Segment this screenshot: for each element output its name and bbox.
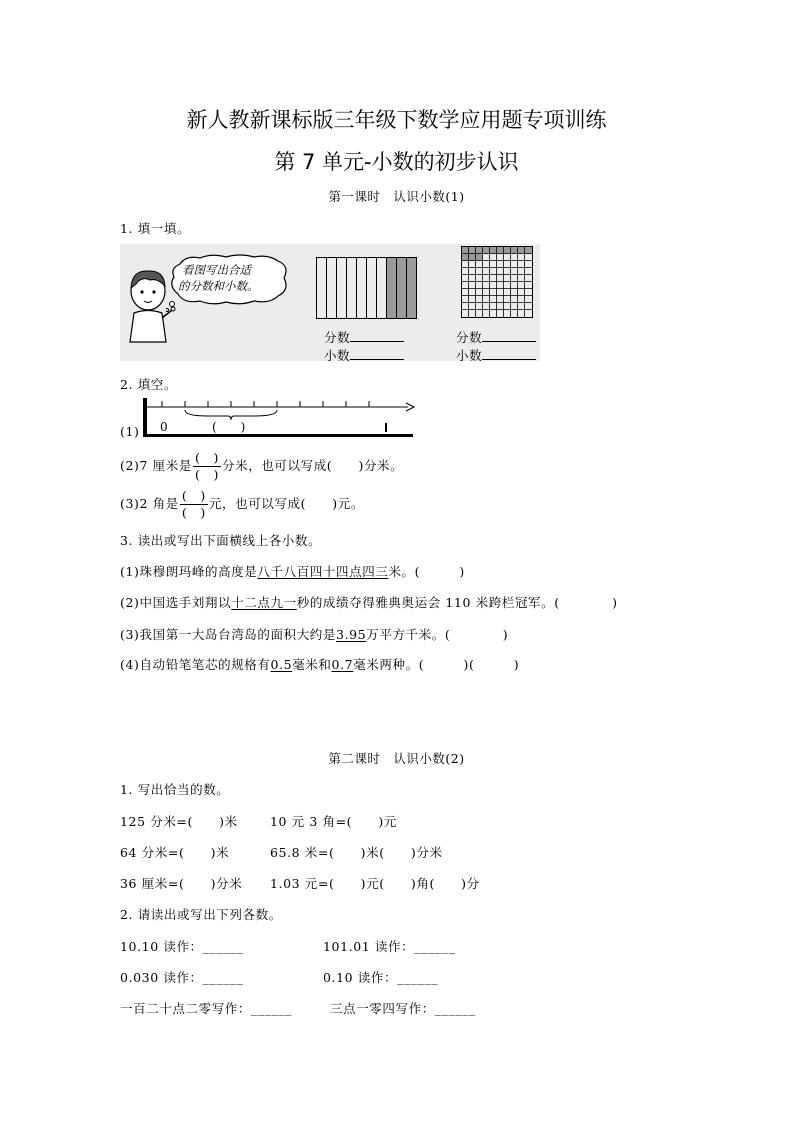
grid2-decimal-blank[interactable] <box>482 347 536 360</box>
lesson2-heading: 第二课时 认识小数(2) <box>328 751 465 766</box>
l2-q2-r3a: 一百二十点二零写作：______ <box>120 1001 293 1016</box>
lesson1-heading: 第一课时 认识小数(1) <box>328 189 465 204</box>
l2-q1-label: 1. 写出恰当的数。 <box>120 782 230 797</box>
l2-q1-r1a: 125 分米=( )米 <box>120 814 238 829</box>
l2-q1-r2a: 64 分米=( )米 <box>120 845 230 860</box>
speech-line-1: 看图写出合适 <box>182 263 251 277</box>
number-line-zero: 0 <box>160 420 168 434</box>
l1-q2-label: 2. 填空。 <box>120 377 177 392</box>
grid1-fraction-blank[interactable] <box>350 329 404 342</box>
l2-q1-r1b: 10 元 3 角=( )元 <box>270 814 397 829</box>
number-line <box>140 396 416 440</box>
grid2-fraction-blank[interactable] <box>482 329 536 342</box>
l2-q1-r3b: 1.03 元=( )元( )角( )分 <box>270 876 480 891</box>
l2-q2-r2b: 0.10 读作：______ <box>323 970 439 985</box>
speech-line-2: 的分数和小数。 <box>178 279 259 293</box>
unit-title: 第 7 单元-小数的初步认识 <box>274 150 519 174</box>
l2-q1-r2b: 65.8 米=( )米( )分米 <box>270 845 443 860</box>
l1-q1-label: 1. 填一填。 <box>120 221 191 236</box>
grid2-decimal-label: 小数 <box>456 346 536 364</box>
q1-figure <box>120 244 540 361</box>
q3-line1: (1)珠穆朗玛峰的高度是八千八百四十四点四三米。( ) <box>120 564 465 579</box>
l2-q1-r3a: 36 厘米=( )分米 <box>120 876 243 891</box>
l2-q2-r1b: 101.01 读作：______ <box>323 939 456 954</box>
l1-q3-label: 3. 读出或写出下面横线上各小数。 <box>120 533 322 548</box>
l2-q2-label: 2. 请读出或写出下列各数。 <box>120 907 282 922</box>
q3-line2: (2)中国选手刘翔以十二点九一秒的成绩夺得雅典奥运会 110 米跨栏冠军。( ) <box>120 595 618 610</box>
grid1-decimal-blank[interactable] <box>350 347 404 360</box>
hundredths-grid <box>461 246 533 318</box>
q2-part3: (3)2 角是 $\frac{( )}{( )}$ 元，也可以写成( )元。 <box>120 488 364 520</box>
l2-q2-r2a: 0.030 读作：______ <box>120 970 244 985</box>
number-line-bracket: ( ) <box>212 420 246 434</box>
fraction-blank-yuan[interactable]: $\frac{( )}{( )}$ <box>181 488 206 520</box>
document-title: 新人教新课标版三年级下数学应用题专项训练 <box>186 108 607 132</box>
grid1-fraction-label: 分数 <box>324 328 404 346</box>
grid2-fraction-label: 分数 <box>456 328 536 346</box>
tenths-strip-grid <box>316 257 417 319</box>
fraction-blank-cm[interactable]: $\frac{( )}{( )}$ <box>194 450 219 482</box>
l2-q2-r1a: 10.10 读作：______ <box>120 939 244 954</box>
q2-part2: (2)7 厘米是 $\frac{( )}{( )}$ 分米，也可以写成( )分米。 <box>120 450 404 482</box>
q3-line3: (3)我国第一大岛台湾岛的面积大约是3.95万平方千米。( ) <box>120 627 509 642</box>
q3-line4: (4)自动铅笔笔芯的规格有0.5毫米和0.7毫米两种。( )( ) <box>120 657 520 672</box>
l2-q2-r3b: 三点一零四写作：______ <box>330 1001 476 1016</box>
grid1-decimal-label: 小数 <box>324 346 404 364</box>
q2-part1-label: (1) <box>120 424 140 439</box>
